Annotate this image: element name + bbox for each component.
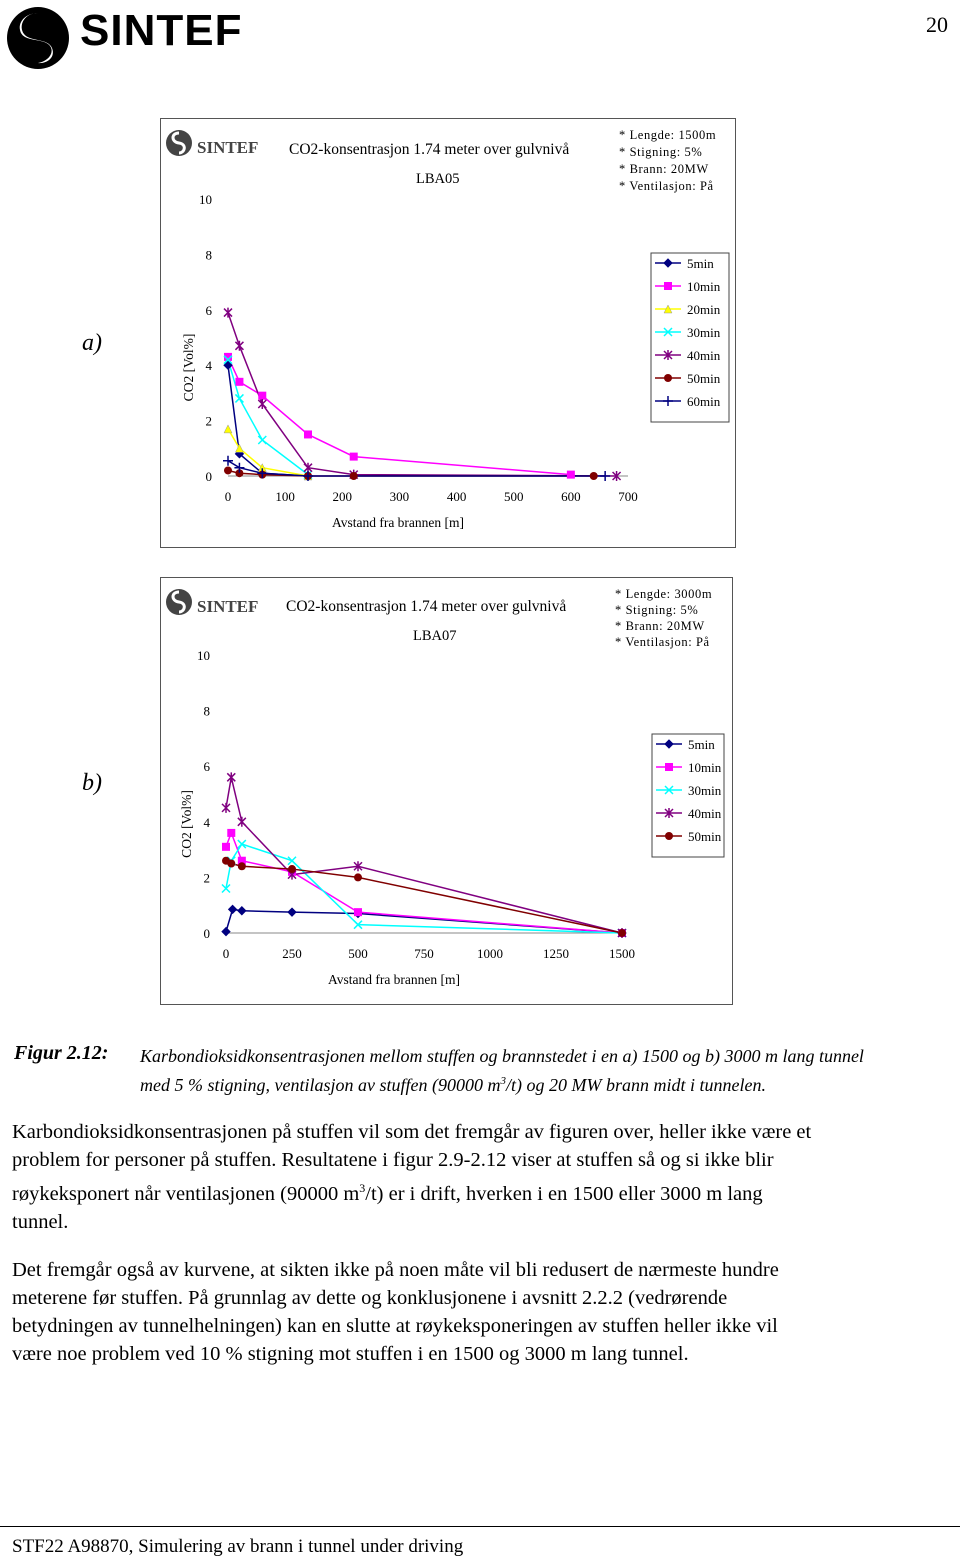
x-tick-label: 100 <box>275 489 295 504</box>
paragraph-2-line-1: Det fremgår også av kurvene, at sikten ikke på noen måte vil bli redusert de nærmeste hundre <box>12 1259 779 1281</box>
figure-caption-line1: Karbondioksidkonsentrasjonen mellom stuffen og brannstedet i en a) 1500 og b) 3000 m lang tunnel <box>140 1046 864 1066</box>
x-tick-label: 750 <box>414 946 434 961</box>
y-tick-label: 8 <box>203 703 210 719</box>
legend-marker <box>665 740 673 748</box>
chart-logo <box>166 130 258 157</box>
legend-label: 30min <box>687 325 721 340</box>
y-tick-label: 6 <box>203 759 210 775</box>
legend-marker <box>664 259 672 267</box>
body-paragraph-2 <box>12 1256 956 1368</box>
legend-label: 60min <box>687 394 721 409</box>
x-tick-label: 500 <box>503 489 524 504</box>
sintef-logo-icon <box>4 4 76 77</box>
legend-marker <box>664 374 672 382</box>
data-point <box>258 436 266 444</box>
data-point <box>227 772 235 782</box>
data-point <box>227 860 235 868</box>
x-tick-label: 0 <box>224 489 232 504</box>
data-point <box>618 929 626 937</box>
chart-title: CO2-konsentrasjon 1.74 meter over gulvnivå <box>289 141 570 158</box>
x-tick-label: 600 <box>561 489 581 504</box>
data-point <box>238 862 246 870</box>
y-tick-label: 2 <box>203 870 210 886</box>
series-line <box>228 461 605 476</box>
series-line <box>228 313 617 476</box>
legend-label: 30min <box>688 783 722 798</box>
chart-info-line: * Brann: 20MW <box>619 162 709 176</box>
data-point <box>258 392 266 400</box>
x-tick-label: 400 <box>446 489 467 504</box>
data-point <box>222 928 230 936</box>
legend-label: 10min <box>687 279 721 294</box>
panel-label-a: a) <box>82 330 102 356</box>
paragraph-1-line-1: Karbondioksidkonsentrasjonen på stuffen vil som det fremgår av figuren over, heller ikke være et <box>12 1121 812 1143</box>
y-axis-label: CO2 [Vol%] <box>179 790 194 858</box>
y-tick-label: 8 <box>205 247 212 263</box>
paragraph-2-line-3: betydningen av tunnelhelningen) kan en slutte at røykeksponeringen av stuffen heller ikke vil <box>12 1315 778 1337</box>
series-line <box>226 861 622 933</box>
paragraph-1-line-2: problem for personer på stuffen. Resultatene i figur 2.9-2.12 viser at stuffen så og si ikke blir <box>12 1149 774 1171</box>
data-point <box>354 873 362 881</box>
x-tick-label: 500 <box>348 946 368 961</box>
legend-label: 10min <box>688 760 722 775</box>
data-point <box>227 829 235 837</box>
chart-b-svg <box>161 578 732 1004</box>
x-axis-label: Avstand fra brannen [m] <box>331 515 465 530</box>
data-point <box>304 430 312 438</box>
data-point <box>350 453 358 461</box>
data-point <box>229 905 237 913</box>
data-point <box>235 444 243 452</box>
figure-caption-label: Figur 2.12: <box>14 1042 109 1064</box>
x-tick-label: 700 <box>618 489 638 504</box>
footer-text: STF22 A98870, Simulering av brann i tunnel under driving <box>12 1536 464 1557</box>
series-line <box>228 357 571 475</box>
chart-logo <box>166 589 258 616</box>
y-tick-label: 10 <box>199 192 212 207</box>
figure-caption-line2: med 5 % stigning, ventilasjon av stuffen (90000 $m^3/t$) og 20 MW brann midt i tunnelen. <box>140 1075 766 1095</box>
chart-a <box>160 118 736 548</box>
footer-rule <box>0 1526 960 1527</box>
legend-label: 5min <box>687 256 714 271</box>
data-point <box>224 308 232 318</box>
y-tick-label: 10 <box>197 648 210 663</box>
legend-label: 20min <box>687 302 721 317</box>
legend-label: 40min <box>687 348 721 363</box>
chart-info-line: * Brann: 20MW <box>615 619 705 633</box>
data-point <box>288 857 296 865</box>
data-point <box>288 865 296 873</box>
body-paragraph-1 <box>12 1118 956 1236</box>
data-point <box>222 843 230 851</box>
data-point <box>223 456 233 466</box>
data-point <box>567 471 575 479</box>
chart-info-line: * Stigning: 5% <box>615 603 699 617</box>
legend-label: 40min <box>688 806 722 821</box>
data-point <box>238 907 246 915</box>
data-point <box>224 425 232 433</box>
legend-marker <box>664 282 672 290</box>
legend-label: 50min <box>687 371 721 386</box>
chart-b <box>160 577 733 1005</box>
series-line <box>226 777 622 933</box>
x-tick-label: 1250 <box>543 946 569 961</box>
series-line <box>226 844 622 933</box>
paragraph-1-line-4: tunnel. <box>12 1210 69 1233</box>
legend-marker <box>663 396 673 406</box>
legend-marker <box>665 832 673 840</box>
chart-logo-text: SINTEF <box>197 138 259 157</box>
x-tick-label: 0 <box>222 946 230 961</box>
y-tick-label: 4 <box>203 814 210 830</box>
y-tick-label: 0 <box>203 926 210 941</box>
data-point <box>222 803 230 813</box>
chart-info-line: * Ventilasjon: På <box>615 635 710 649</box>
data-point <box>258 399 266 409</box>
paragraph-1-line-3: røykeksponert når ventilasjonen (90000 $m^3/t$) er i drift, hverken i en 1500 eller 3000 m lang <box>12 1181 763 1205</box>
data-point <box>590 472 598 480</box>
x-tick-label: 200 <box>332 489 353 504</box>
page-number: 20 <box>926 12 948 37</box>
y-tick-label: 4 <box>205 358 212 374</box>
x-tick-label: 300 <box>389 489 410 504</box>
legend-label: 5min <box>688 737 715 752</box>
chart-a-svg <box>161 119 735 547</box>
x-tick-label: 250 <box>282 946 302 961</box>
y-axis-label: CO2 [Vol%] <box>181 333 196 402</box>
panel-label-b: b) <box>82 770 102 796</box>
x-tick-label: 1000 <box>477 946 503 961</box>
chart-info-line: * Lengde: 3000m <box>615 587 713 601</box>
chart-info-line: * Lengde: 1500m <box>619 128 717 142</box>
data-point <box>238 817 246 827</box>
legend-marker <box>665 763 673 771</box>
sintef-wordmark: SINTEF <box>80 6 243 55</box>
x-tick-label: 1500 <box>609 946 635 961</box>
chart-title: CO2-konsentrasjon 1.74 meter over gulvnivå <box>286 598 567 615</box>
data-point <box>235 394 243 402</box>
chart-info-line: * Stigning: 5% <box>619 145 703 159</box>
paragraph-2-line-4: være noe problem ved 10 % stigning mot stuffen i en 1500 og 3000 m lang tunnel. <box>12 1343 689 1365</box>
chart-info-line: * Ventilasjon: På <box>619 179 714 193</box>
y-tick-label: 0 <box>205 469 212 484</box>
data-point <box>238 840 246 848</box>
y-tick-label: 6 <box>205 302 212 318</box>
chart-subtitle: LBA07 <box>413 628 457 644</box>
data-point <box>600 471 610 481</box>
data-point <box>354 908 362 916</box>
chart-logo-text: SINTEF <box>197 597 259 616</box>
y-tick-label: 2 <box>205 413 212 429</box>
data-point <box>235 341 243 351</box>
x-axis-label: Avstand fra brannen [m] <box>327 972 461 987</box>
chart-subtitle: LBA05 <box>416 171 460 187</box>
data-point <box>288 908 296 916</box>
legend-label: 50min <box>688 829 722 844</box>
data-point <box>234 463 244 473</box>
data-point <box>350 472 358 480</box>
paragraph-2-line-2: meterene før stuffen. På grunnlag av dette og konklusjonene i avsnitt 2.2.2 (vedrørende <box>12 1287 728 1309</box>
data-point <box>235 378 243 386</box>
data-point <box>224 466 232 474</box>
